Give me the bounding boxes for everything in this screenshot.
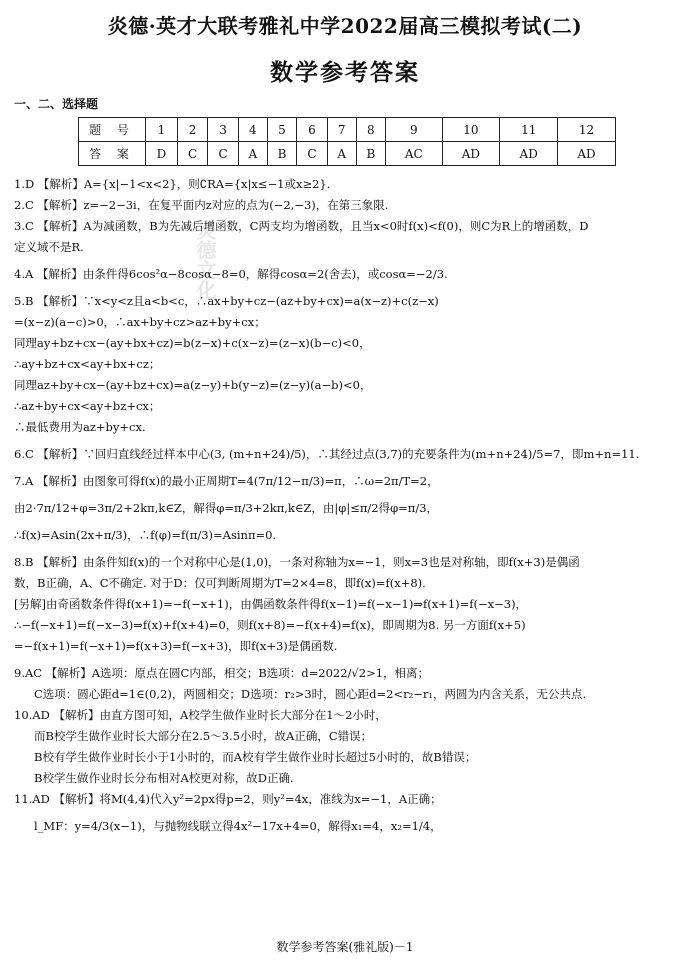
solution-line: ∴az+by+cx<ay+bz+cx；: [14, 399, 161, 413]
page-footer: 数学参考答案(雅礼版)－1: [276, 940, 414, 954]
solution-line: 同理ay+bz+cx−(ay+bx+cz)=b(z−x)+c(x−z)=(z−x)(b−c)<0，: [14, 336, 371, 350]
answer-cell: C: [208, 142, 239, 166]
answer-cell: AC: [386, 142, 442, 166]
exam-title: 炎德·英才大联考雅礼中学2022届高三模拟考试(二): [107, 14, 583, 38]
solution-line: B校学生做作业时长分布相对A校更对称，故D正确.: [34, 771, 294, 785]
solution-line: 4.A 【解析】由条件得6cos²α−8cosα−8=0，解得cosα=2(舍去)，或cosα=−2/3.: [14, 267, 448, 281]
answer-cell: C: [177, 142, 208, 166]
solution-line: ∴−f(−x+1)=f(−x−3)⇒f(x)+f(x+4)=0，则f(x+8)=−f(x+4)=f(x)，即周期为8. 另一方面f(x+5): [14, 618, 526, 632]
answer-cell: D: [146, 142, 178, 166]
answer-cell: C: [297, 142, 328, 166]
answer-row: [79, 142, 616, 166]
question-number: 3: [208, 118, 239, 142]
solution-line: 9.AC 【解析】A选项：原点在圆C内部，相交；B选项：d=2022/√2>1，相离；: [14, 666, 430, 680]
answer-cell: AD: [500, 142, 558, 166]
solution-line: ∴最低费用为az+by+cx.: [14, 420, 146, 434]
question-number: 1: [146, 118, 178, 142]
answer-cell: B: [356, 142, 385, 166]
solution-line: 5.B 【解析】∵x<y<z且a<b<c，∴ax+by+cz−(az+by+cx)=a(x−z)+c(z−x): [14, 294, 439, 308]
solution-line: 8.B 【解析】由条件知f(x)的一个对称中心是(1,0)，一条对称轴为x=−1，则x=3也是对称轴，即f(x+3)是偶函: [14, 555, 580, 569]
section-heading: 一、二、选择题: [14, 97, 99, 111]
row-label: 题 号: [79, 118, 146, 142]
question-number: 2: [177, 118, 208, 142]
watermark: 炎德文化: [193, 220, 217, 300]
solution-line: 而B校学生做作业时长大部分在2.5～3.5小时，故A正确，C错误；: [34, 729, 373, 743]
question-number: 6: [297, 118, 328, 142]
answer-table: [78, 117, 616, 166]
question-number: 8: [356, 118, 385, 142]
solution-line: =−f(x+1)=f(−x+1)⇒f(x+3)=f(−x+3)，即f(x+3)是偶函数.: [14, 639, 338, 653]
solution-line: 1.D 【解析】A={x|−1<x<2}，则∁RA={x|x≤−1或x≥2}.: [14, 177, 331, 191]
question-number: 7: [327, 118, 356, 142]
solution-line: ∴ay+bz+cx<ay+bx+cz；: [14, 357, 161, 371]
answer-cell: A: [327, 142, 356, 166]
solution-line: C选项：圆心距d=1∈(0,2)，两圆相交；D选项：r₂>3时，圆心距d=2<r₂−r₁，两圆为内含关系，无公共点.: [34, 687, 587, 701]
question-number: 4: [238, 118, 267, 142]
question-number: 10: [442, 118, 500, 142]
solution-line: 数，B正确，A、C不确定. 对于D：仅可判断周期为T=2×4=8，即f(x)=f(x+8).: [14, 576, 426, 590]
answer-cell: A: [238, 142, 267, 166]
solution-line: l_MF：y=4/3(x−1)，与抛物线联立得4x²−17x+4=0，解得x₁=4，x₂=1/4，: [34, 819, 442, 833]
solution-line: 11.AD 【解析】将M(4,4)代入y²=2px得p=2，则y²=4x，准线为x=−1，A正确；: [14, 792, 442, 806]
question-number: 9: [386, 118, 442, 142]
solution-line: 6.C 【解析】∵回归直线经过样本中心(3, (m+n+24)/5)，∴其经过点(3,7)的充要条件为(m+n+24)/5=7，即m+n=11.: [14, 447, 640, 461]
solution-line: 由2·7π/12+φ=3π/2+2kπ,k∈Z，解得φ=π/3+2kπ,k∈Z，由|φ|≤π/2得φ=π/3，: [14, 501, 439, 515]
solution-line: B校有学生做作业时长小于1小时的，而A校有学生做作业时长超过5小时的，故B错误；: [34, 750, 477, 764]
solution-line: 7.A 【解析】由图象可得f(x)的最小正周期T=4(7π/12−π/3)=π，∴ω=2π/T=2，: [14, 474, 439, 488]
row-label: 答 案: [79, 142, 146, 166]
solution-line: 10.AD 【解析】由直方图可知，A校学生做作业时长大部分在1～2小时，: [14, 708, 387, 722]
solution-line: =(x−z)(a−c)>0，∴ax+by+cz>az+by+cx；: [14, 315, 266, 329]
solution-line: 3.C 【解析】A为减函数，B为先减后增函数，C两支均为增函数，且当x<0时f(x)<f(0)，则C为R上的增函数，D: [14, 219, 589, 233]
question-number: 12: [558, 118, 616, 142]
answer-key-title: 数学参考答案: [270, 59, 420, 86]
question-number: 11: [500, 118, 558, 142]
answer-cell: B: [267, 142, 296, 166]
solution-line: 同理az+by+cx−(ay+bz+cx)=a(z−y)+b(y−z)=(z−y)(a−b)<0，: [14, 378, 372, 392]
solution-line: ∴f(x)=Asin(2x+π/3)，∴f(φ)=f(π/3)=Asinπ=0.: [14, 528, 277, 542]
question-number: 5: [267, 118, 296, 142]
solution-line: 定义域不是R.: [14, 240, 84, 254]
solution-line: [另解]由奇函数条件得f(x+1)=−f(−x+1)，由偶函数条件得f(x−1)=f(−x−1)⇒f(x+1)=f(−x−3)，: [14, 597, 528, 611]
answer-cell: AD: [558, 142, 616, 166]
solutions-body: [14, 174, 680, 837]
answer-cell: AD: [442, 142, 500, 166]
question-number-row: [79, 118, 616, 142]
solution-line: 2.C 【解析】z=−2−3i，在复平面内z对应的点为(−2,−3)，在第三象限.: [14, 198, 389, 212]
